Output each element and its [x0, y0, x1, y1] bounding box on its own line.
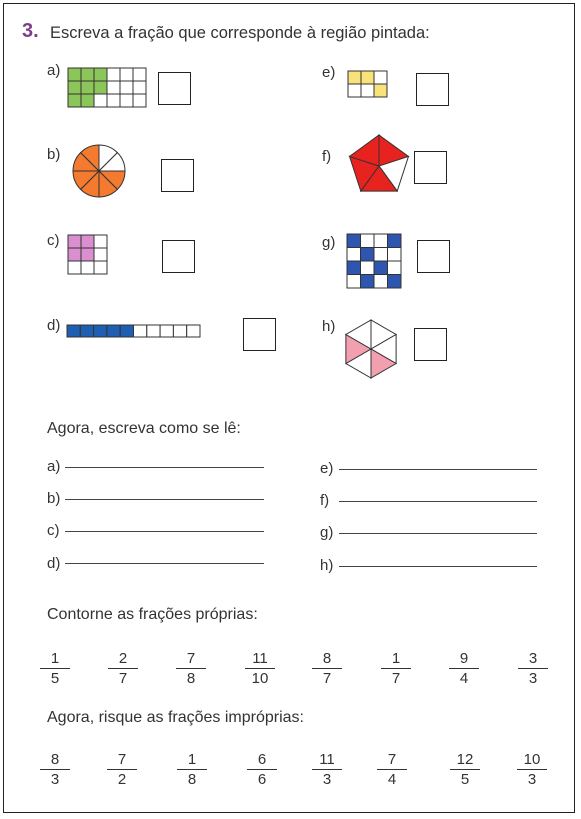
answer-box-h[interactable] [414, 328, 447, 361]
grid-cell [361, 84, 374, 97]
grid-cell [361, 261, 375, 275]
write-line-e[interactable] [339, 469, 537, 470]
grid-cell [133, 81, 146, 94]
proper-fraction[interactable] [518, 651, 548, 686]
improper-fraction[interactable] [312, 752, 342, 787]
read-label-d: d) [47, 555, 61, 572]
answer-box-d[interactable] [243, 318, 276, 351]
fraction-denominator: 5 [40, 668, 70, 686]
grid-cell [94, 81, 107, 94]
page-border [3, 3, 575, 813]
figure-label-h: h) [322, 318, 336, 335]
fraction-denominator: 3 [40, 769, 70, 787]
grid-cell [68, 81, 81, 94]
grid-cell [81, 81, 94, 94]
grid-cell [81, 261, 94, 274]
figure-a-grid [67, 67, 149, 109]
read-label-g: g) [320, 524, 334, 541]
grid-cell [81, 68, 94, 81]
improper-fraction[interactable] [377, 752, 407, 787]
fraction-numerator: 9 [459, 650, 469, 667]
proper-fraction[interactable] [381, 651, 411, 686]
bar-segment [173, 325, 186, 337]
fraction-denominator: 4 [377, 769, 407, 787]
grid-cell [94, 235, 107, 248]
bar-segment [187, 325, 200, 337]
write-line-d[interactable] [65, 563, 264, 564]
write-line-a[interactable] [65, 467, 264, 468]
read-label-b: b) [47, 490, 61, 507]
grid-cell [361, 71, 374, 84]
bar-segment [147, 325, 160, 337]
read-label-a: a) [47, 458, 61, 475]
fraction-numerator: 2 [118, 650, 128, 667]
bar-segment [134, 325, 147, 337]
answer-box-b[interactable] [161, 159, 194, 192]
figure-label-e: e) [322, 64, 336, 81]
grid-cell [68, 248, 81, 261]
proper-fraction[interactable] [40, 651, 70, 686]
grid-cell [81, 94, 94, 107]
grid-cell [120, 68, 133, 81]
grid-cell [68, 235, 81, 248]
figure-label-d: d) [47, 317, 61, 334]
figure-label-a: a) [47, 62, 61, 79]
improper-fraction[interactable] [40, 752, 70, 787]
bar-segment [160, 325, 173, 337]
fraction-denominator: 7 [108, 668, 138, 686]
grid-cell [374, 261, 388, 275]
fraction-numerator: 10 [523, 751, 541, 768]
read-label-e: e) [320, 460, 334, 477]
grid-cell [94, 68, 107, 81]
grid-cell [388, 248, 402, 262]
figure-h-hexagon [344, 319, 400, 379]
fraction-denominator: 2 [107, 769, 137, 787]
fraction-denominator: 7 [381, 668, 411, 686]
grid-cell [81, 248, 94, 261]
answer-box-g[interactable] [417, 240, 450, 273]
grid-cell [81, 235, 94, 248]
fraction-numerator: 7 [117, 751, 127, 768]
figure-label-c: c) [47, 232, 60, 249]
grid-cell [348, 71, 361, 84]
fraction-numerator: 7 [387, 751, 397, 768]
answer-box-c[interactable] [162, 240, 195, 273]
figure-e-grid [347, 70, 389, 100]
fraction-numerator: 3 [528, 650, 538, 667]
fraction-numerator: 12 [456, 751, 474, 768]
grid-cell [347, 234, 361, 248]
figure-g-grid [346, 233, 402, 289]
grid-cell [361, 248, 375, 262]
grid-cell [120, 81, 133, 94]
grid-cell [388, 234, 402, 248]
write-line-h[interactable] [339, 566, 537, 567]
grid-cell [133, 94, 146, 107]
grid-cell [347, 275, 361, 289]
answer-box-e[interactable] [416, 73, 449, 106]
grid-cell [107, 94, 120, 107]
bar-segment [120, 325, 133, 337]
grid-cell [68, 261, 81, 274]
grid-cell [361, 275, 375, 289]
fraction-numerator: 11 [319, 751, 335, 768]
fraction-numerator: 6 [257, 751, 267, 768]
write-line-f[interactable] [339, 501, 537, 502]
improper-fraction[interactable] [247, 752, 277, 787]
fraction-denominator: 8 [177, 769, 207, 787]
grid-cell [94, 94, 107, 107]
fraction-numerator: 8 [50, 751, 60, 768]
grid-cell [120, 94, 133, 107]
fraction-numerator: 11 [252, 650, 268, 667]
proper-fraction[interactable] [245, 651, 275, 686]
grid-cell [374, 248, 388, 262]
grid-cell [388, 261, 402, 275]
fraction-numerator: 1 [187, 751, 197, 768]
read-label-f: f) [320, 492, 330, 509]
grid-cell [388, 275, 402, 289]
grid-cell [94, 261, 107, 274]
grid-cell [374, 84, 387, 97]
read-label-h: h) [320, 557, 334, 574]
grid-cell [133, 68, 146, 81]
figure-label-b: b) [47, 146, 61, 163]
bar-segment [80, 325, 93, 337]
proper-fraction[interactable] [449, 651, 479, 686]
figure-label-g: g) [322, 234, 336, 251]
improper-fraction[interactable] [450, 752, 480, 787]
grid-cell [348, 84, 361, 97]
figure-f-pentagon [348, 133, 410, 195]
fraction-numerator: 1 [391, 650, 401, 667]
grid-cell [107, 68, 120, 81]
fraction-numerator: 7 [186, 650, 196, 667]
proper-fraction[interactable] [176, 651, 206, 686]
grid-cell [374, 275, 388, 289]
read-section-title: Agora, escreva como se lê: [47, 420, 241, 437]
bar-segment [67, 325, 80, 337]
grid-cell [107, 81, 120, 94]
fraction-denominator: 3 [518, 668, 548, 686]
grid-cell [68, 68, 81, 81]
improper-fraction[interactable] [107, 752, 137, 787]
grid-cell [68, 94, 81, 107]
read-label-c: c) [47, 522, 60, 539]
fraction-denominator: 8 [176, 668, 206, 686]
grid-cell [347, 248, 361, 262]
fraction-denominator: 10 [245, 668, 275, 686]
figure-c-grid [67, 234, 109, 276]
fraction-denominator: 6 [247, 769, 277, 787]
figure-d-bar [66, 324, 202, 338]
bar-segment [107, 325, 120, 337]
answer-box-f[interactable] [414, 151, 447, 184]
fraction-denominator: 5 [450, 769, 480, 787]
improper-fraction[interactable] [517, 752, 547, 787]
write-line-g[interactable] [339, 533, 537, 534]
fraction-numerator: 8 [322, 650, 332, 667]
proper-fraction[interactable] [312, 651, 342, 686]
fraction-denominator: 3 [517, 769, 547, 787]
grid-cell [347, 261, 361, 275]
improper-section-title: Agora, risque as frações impróprias: [47, 709, 304, 726]
figure-b-circle [72, 144, 126, 198]
bar-segment [94, 325, 107, 337]
fraction-denominator: 3 [312, 769, 342, 787]
figure-label-f: f) [322, 148, 332, 165]
exercise-number: 3. [22, 20, 39, 42]
fraction-numerator: 1 [50, 650, 60, 667]
fraction-denominator: 7 [312, 668, 342, 686]
write-line-c[interactable] [65, 531, 264, 532]
grid-cell [374, 71, 387, 84]
exercise-instruction: Escreva a fração que corresponde à região pintada: [50, 24, 430, 42]
write-line-b[interactable] [65, 499, 264, 500]
proper-section-title: Contorne as frações próprias: [47, 606, 258, 623]
grid-cell [374, 234, 388, 248]
grid-cell [361, 234, 375, 248]
fraction-denominator: 4 [449, 668, 479, 686]
proper-fraction[interactable] [108, 651, 138, 686]
grid-cell [94, 248, 107, 261]
improper-fraction[interactable] [177, 752, 207, 787]
answer-box-a[interactable] [158, 72, 191, 105]
